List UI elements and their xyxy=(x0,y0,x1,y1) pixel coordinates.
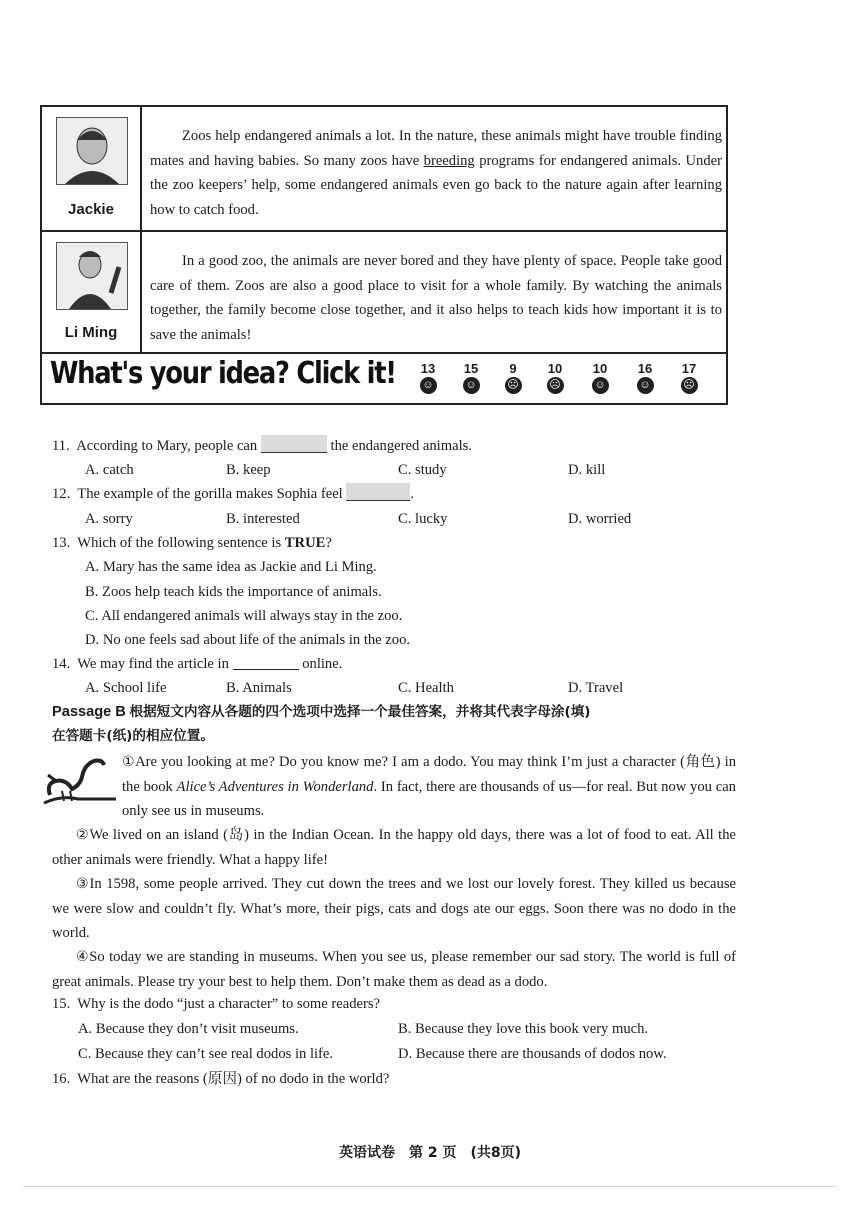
q15-option-c[interactable]: C. Because they can’t see real dodos in life. xyxy=(78,1046,334,1062)
face-icon: ☺ xyxy=(420,377,437,394)
passage-paragraph-3: ③In 1598, some people arrived. They cut down the trees and we lost our lovely forest. They killed us because we were slow and couldn’t fly. What’s more, their pigs, cats and dogs ate our eggs. Soon there was no dodo in the world. xyxy=(52,876,736,941)
vote-row xyxy=(42,354,726,403)
question-15: 15. Why is the dodo “just a character” to some readers? xyxy=(52,996,380,1012)
question-14: 14. We may find the article in online. xyxy=(52,656,343,672)
face-icon: ☹ xyxy=(681,377,698,394)
vote-1[interactable]: 13 ☺ xyxy=(413,362,443,394)
divider xyxy=(22,1186,838,1187)
avatar-cell xyxy=(42,232,142,352)
q13-option-a[interactable]: A. Mary has the same idea as Jackie and Li Ming. xyxy=(85,559,377,575)
q13-option-b[interactable]: B. Zoos help teach kids the importance of animals. xyxy=(85,584,382,600)
q11-option-a[interactable]: A. catch xyxy=(85,462,134,478)
q11-option-b[interactable]: B. keep xyxy=(226,462,271,478)
liming-name: Li Ming xyxy=(64,324,118,341)
face-icon: ☺ xyxy=(637,377,654,394)
passage-b-heading: Passage B 根据短文内容从各题的四个选项中选择一个最佳答案，并将其代表字母涂(填) xyxy=(52,704,591,720)
answer-blank xyxy=(346,483,410,501)
jackie-comment: Zoos help endangered animals a lot. In the nature, these animals might have trouble finding mates and having babies. So many zoos have breeding programs for endangered animals. Under the zoo keepers’ help, some endangered animals even go back to the nature again after learning how to catch food. xyxy=(150,128,722,218)
passage-paragraph-1: ①Are you looking at me? Do you know me? I am a dodo. You may think I’m just a character (角色) in the book Alice’s Adventures in Wonderland. In fact, there are thousands of us—for real. But now you can only see us in museums. xyxy=(122,754,736,819)
q15-option-b[interactable]: B. Because they love this book very much. xyxy=(398,1021,649,1037)
liming-avatar xyxy=(56,242,128,310)
question-12: 12. The example of the gorilla makes Sophia feel . xyxy=(52,483,414,505)
vote-4[interactable]: 10 ☹ xyxy=(540,362,570,394)
face-icon: ☺ xyxy=(463,377,480,394)
face-icon: ☺ xyxy=(592,377,609,394)
q14-option-d[interactable]: D. Travel xyxy=(568,680,624,696)
q14-option-c[interactable]: C. Health xyxy=(398,680,454,696)
answer-blank xyxy=(233,655,299,670)
q11-option-d[interactable]: D. kill xyxy=(568,462,606,478)
q14-option-a[interactable]: A. School life xyxy=(85,680,167,696)
vote-5[interactable]: 10 ☺ xyxy=(585,362,615,394)
avatar-cell xyxy=(42,107,142,230)
q11-option-c[interactable]: C. study xyxy=(398,462,447,478)
q12-option-a[interactable]: A. sorry xyxy=(85,511,133,527)
passage-paragraph-4: ④So today we are standing in museums. When you see us, please remember our sad story. The world is full of great animals. Please try your best to help them. Don’t make them as dead as a dodo. xyxy=(52,949,736,990)
comment-row-jackie xyxy=(42,107,726,232)
question-11: 11. According to Mary, people can the endangered animals. xyxy=(52,435,472,457)
vote-6[interactable]: 16 ☺ xyxy=(630,362,660,394)
jackie-avatar xyxy=(56,117,128,185)
q12-option-b[interactable]: B. interested xyxy=(226,511,300,527)
vote-3[interactable]: 9 ☹ xyxy=(498,362,528,394)
q12-option-d[interactable]: D. worried xyxy=(568,511,632,527)
q15-option-a[interactable]: A. Because they don’t visit museums. xyxy=(78,1021,299,1037)
q13-option-c[interactable]: C. All endangered animals will always stay in the zoo. xyxy=(85,608,403,624)
vote-7[interactable]: 17 ☹ xyxy=(674,362,704,394)
passage-paragraph-2: ②We lived on an island (岛) in the Indian Ocean. In the happy old days, there was a lot of food to eat. All the other animals were friendly. What a happy life! xyxy=(52,827,736,868)
question-13: 13. Which of the following sentence is TRUE? xyxy=(52,535,332,551)
page-footer: 英语试卷 第 2 页 (共8页) xyxy=(338,1145,522,1161)
face-icon: ☹ xyxy=(547,377,564,394)
face-icon: ☹ xyxy=(505,377,522,394)
q13-option-d[interactable]: D. No one feels sad about life of the animals in the zoo. xyxy=(85,632,411,648)
passage-b-heading-line2: 在答题卡(纸)的相应位置。 xyxy=(52,728,214,744)
liming-comment: In a good zoo, the animals are never bored and they have plenty of space. People take good care of them. Zoos are also a good place to visit for a whole family. By watching the animals together, the family become close together, and it also helps to teach kids how important it is to save the animals! xyxy=(150,253,722,343)
vote-2[interactable]: 15 ☺ xyxy=(456,362,486,394)
answer-blank xyxy=(261,435,327,453)
question-16: 16. What are the reasons (原因) of no dodo in the world? xyxy=(52,1071,390,1087)
dodo-illustration xyxy=(42,755,120,809)
jackie-name: Jackie xyxy=(68,201,114,218)
comment-board xyxy=(40,105,728,405)
q12-option-c[interactable]: C. lucky xyxy=(398,511,448,527)
comment-row-liming xyxy=(42,232,726,354)
click-it-title: What's your idea? Click it! xyxy=(50,356,396,391)
q15-option-d[interactable]: D. Because there are thousands of dodos now. xyxy=(398,1046,667,1062)
breeding-word: breeding xyxy=(423,152,475,169)
q14-option-b[interactable]: B. Animals xyxy=(226,680,292,696)
